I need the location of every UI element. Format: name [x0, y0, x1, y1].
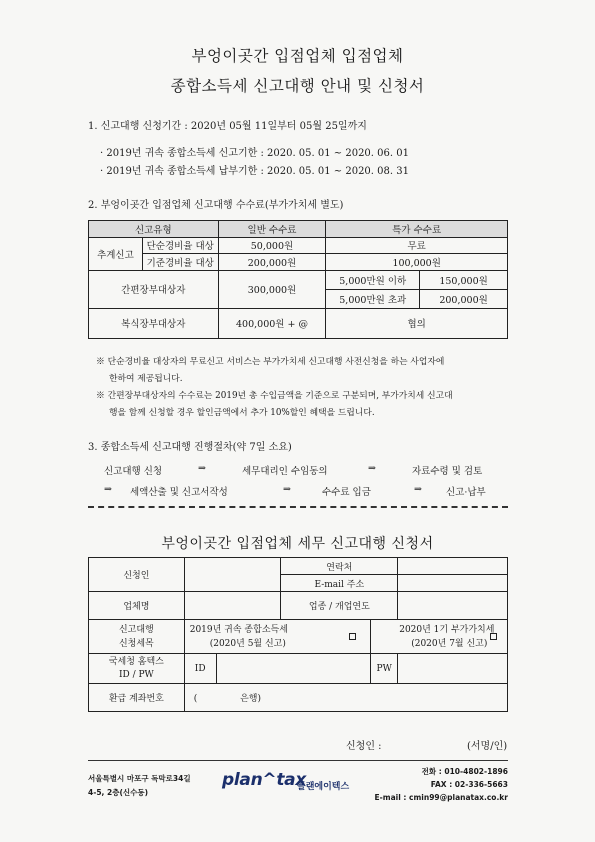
- fee-header-general: 일반 수수료: [218, 221, 326, 238]
- email-label: E-mail 주소: [281, 575, 398, 592]
- company-field[interactable]: [184, 592, 281, 620]
- form-title: 부엉이곳간 입점업체 세무 신고대행 신청서: [161, 536, 434, 552]
- step-arrow: ⇒: [198, 463, 206, 474]
- fee-simple-rate-label: 단순경비율 대상: [142, 237, 218, 254]
- signature-label: 신청인 :: [346, 741, 382, 752]
- id-field[interactable]: [216, 654, 371, 684]
- fee-header-type: 신고유형: [89, 221, 219, 238]
- section2-heading: 2. 부엉이곳간 입점업체 신고대행 수수료(부가가치세 별도): [88, 200, 344, 211]
- cut-line: [88, 506, 508, 508]
- pw-label: PW: [371, 654, 398, 684]
- step-arrow: ⇒: [414, 484, 422, 495]
- step-calc: 세액산출 및 신고서작성: [130, 487, 228, 498]
- refund-account-field[interactable]: [184, 684, 507, 712]
- doc-title-line2: 종합소득세 신고대행 안내 및 신청서: [170, 77, 425, 95]
- checkbox-income-tax[interactable]: [349, 633, 356, 640]
- option2-line1: 2020년 1기 부가가치세: [399, 624, 495, 635]
- fee-simple-general: 50,000원: [218, 237, 326, 254]
- note1-line2: 한하여 제공됩니다.: [109, 374, 183, 384]
- step-review: 자료수령 및 검토: [412, 466, 483, 477]
- fee-header-special: 특가 수수료: [326, 221, 508, 238]
- application-form: [88, 557, 508, 712]
- fee-table: [88, 220, 508, 339]
- fee-tier1-label: 5,000만원 이하: [326, 270, 420, 289]
- option-income-tax[interactable]: [184, 620, 371, 654]
- fee-double-general: 400,000원 + @: [218, 308, 326, 338]
- hometax-label-line2: ID / PW: [118, 669, 154, 680]
- deadline-filing: · 2019년 귀속 종합소득세 신고기한 : 2020. 05. 01 ~ 2020. 06. 01: [100, 148, 409, 159]
- refund-account-label: 환급 계좌번호: [89, 684, 185, 712]
- applicant-label: 신청인: [89, 558, 185, 592]
- fee-tier1-fee: 150,000원: [420, 270, 508, 289]
- hometax-label: [89, 654, 185, 684]
- note2-line1: ※ 간편장부대상자의 수수료는 2019년 총 수입금액을 기준으로 구분되며, 부가가치세 신고대: [96, 391, 453, 401]
- fee-standard-special: 100,000원: [326, 254, 508, 271]
- option1-line2: (2020년 5월 신고): [209, 638, 286, 649]
- fee-simplified-label: 간편장부대상자: [89, 270, 219, 308]
- email: E-mail : cmin99@planatax.co.kr: [374, 793, 508, 802]
- footer-contact: [375, 765, 508, 804]
- option2-line2: (2020년 7월 신고): [411, 638, 488, 649]
- footer-rule: [88, 760, 508, 761]
- step-arrow: ⇒: [283, 484, 291, 495]
- contact-label: 연락처: [281, 558, 398, 575]
- fee-tier2-fee: 200,000원: [420, 289, 508, 308]
- fee-simple-special: 무료: [326, 237, 508, 254]
- address-line2: 4-5, 2층(신수동): [88, 788, 149, 797]
- hometax-label-line1: 국세청 홈텍스: [108, 656, 164, 667]
- step-fee: 수수료 입금: [322, 487, 371, 498]
- industry-field[interactable]: [398, 592, 508, 620]
- fee-estimated-label: 추계신고: [89, 237, 143, 270]
- step-arrow: ⇒: [104, 484, 112, 495]
- fee-standard-rate-label: 기준경비율 대상: [142, 254, 218, 271]
- address-line1: 서울특별시 마포구 독막로34길: [88, 774, 191, 783]
- step-file-pay: 신고·납부: [446, 487, 486, 498]
- applicant-field[interactable]: [184, 558, 281, 592]
- fee-standard-general: 200,000원: [218, 254, 326, 271]
- step-arrow: ⇒: [368, 463, 376, 474]
- footer-address: [88, 772, 191, 800]
- service-label-line2: 신청세목: [118, 638, 154, 649]
- note2-line2: 행을 함께 신청할 경우 할인금액에서 추가 10%할인 혜택을 드립니다.: [109, 408, 375, 418]
- contact-field[interactable]: [398, 558, 508, 575]
- step-consent: 세무대리인 수임동의: [242, 466, 328, 477]
- doc-title-line1: 부엉이곳간 입점업체 입점업체: [191, 47, 404, 65]
- phone: 전화 : 010-4802-1896: [421, 767, 508, 776]
- fee-double-special: 협의: [326, 308, 508, 338]
- checkbox-vat[interactable]: [490, 633, 497, 640]
- email-field[interactable]: [398, 575, 508, 592]
- service-label-line1: 신고대행: [118, 624, 154, 635]
- company-label: 업체명: [89, 592, 185, 620]
- fee-double-label: 복식장부대상자: [89, 308, 219, 338]
- industry-label: 업종 / 개업연도: [281, 592, 398, 620]
- pw-field[interactable]: [398, 654, 508, 684]
- company-name: 플랜에이텍스: [297, 782, 350, 792]
- fax: FAX : 02-336-5663: [430, 780, 508, 789]
- deadline-payment: · 2019년 귀속 종합소득세 납부기한 : 2020. 05. 01 ~ 2020. 08. 31: [100, 166, 409, 177]
- section3-heading: 3. 종합소득세 신고대행 진행절차(약 7일 소요): [88, 442, 292, 453]
- planatax-logo: plan^tax: [222, 770, 306, 790]
- service-label: [89, 620, 185, 654]
- fee-simplified-general: 300,000원: [218, 270, 326, 308]
- note1-line1: ※ 단순경비율 대상자의 무료신고 서비스는 부가가치세 신고대행 사전신청을 하는 사업자에: [96, 357, 445, 367]
- bank-open: (: [193, 694, 198, 704]
- step-apply: 신고대행 신청: [104, 466, 163, 477]
- fee-tier2-label: 5,000만원 초과: [326, 289, 420, 308]
- id-label: ID: [184, 654, 216, 684]
- option1-line1: 2019년 귀속 종합소득세: [189, 624, 288, 635]
- section1-heading: 1. 신고대행 신청기간 : 2020년 05월 11일부터 05월 25일까지: [88, 121, 367, 132]
- bank-close: 은행): [240, 694, 262, 704]
- signature-mark: (서명/인): [467, 741, 508, 752]
- option-vat[interactable]: [371, 620, 508, 654]
